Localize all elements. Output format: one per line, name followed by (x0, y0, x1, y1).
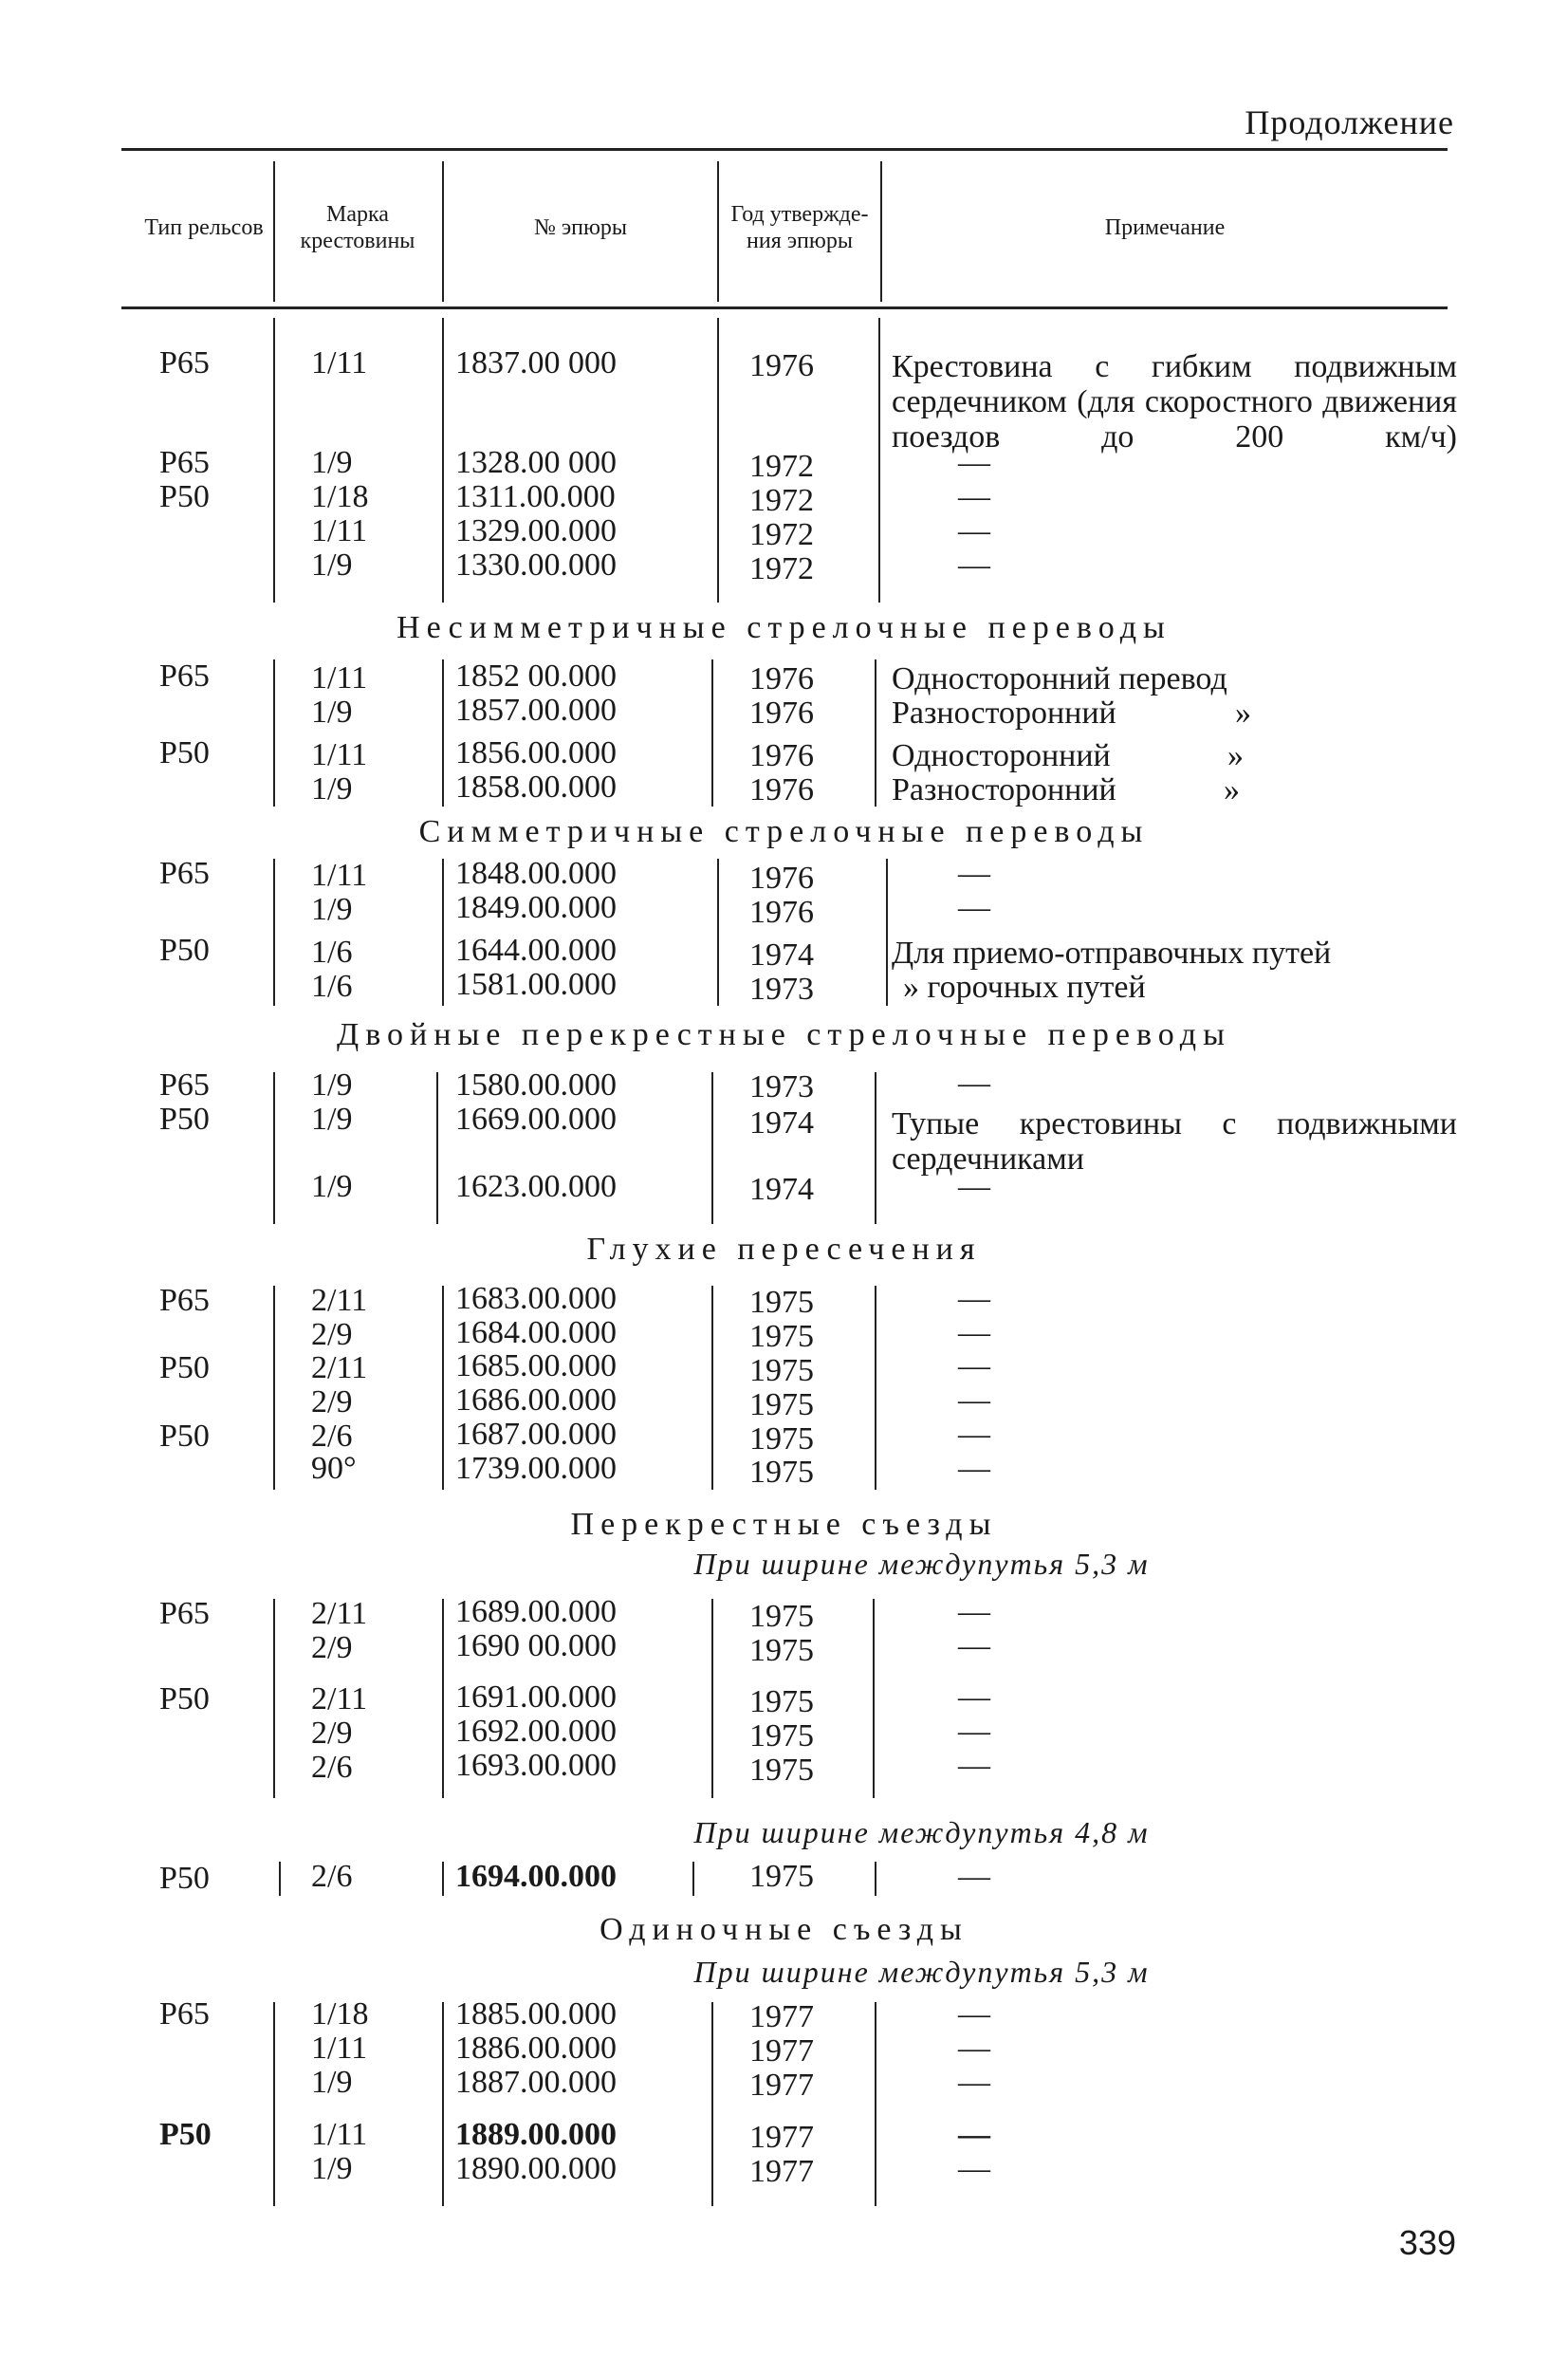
column-divider (442, 1286, 444, 1490)
frog-mark: 2/6 (311, 1419, 353, 1454)
diagram-number: 1329.00.000 (455, 513, 617, 548)
approval-year: 1975 (749, 1599, 814, 1634)
note-dash: — (958, 2031, 990, 2066)
header-frog-mark: Марка крестовины (300, 202, 415, 253)
approval-year: 1973 (749, 1069, 814, 1104)
header-divider (442, 161, 444, 302)
approval-year: 1977 (749, 2033, 814, 2069)
diagram-number: 1848.00.000 (455, 856, 617, 891)
rail-type: Р50 (159, 1350, 210, 1385)
column-divider (875, 2002, 876, 2206)
column-divider (711, 2002, 713, 2206)
frog-mark: 1/9 (311, 1169, 353, 1204)
note-dash: — (958, 2065, 990, 2100)
section-title: Глухие пересечения (586, 1232, 982, 1267)
column-divider (273, 659, 275, 807)
diagram-number: 1691.00.000 (455, 1679, 617, 1715)
note-dash: — (958, 1451, 990, 1486)
frog-mark: 2/11 (311, 1283, 368, 1318)
approval-year: 1975 (749, 1633, 814, 1668)
approval-year: 1975 (749, 1718, 814, 1753)
frog-mark: 2/11 (311, 1681, 368, 1716)
column-divider (717, 859, 719, 1006)
rail-type: Р65 (159, 1996, 210, 2032)
approval-year: 1975 (749, 1753, 814, 1788)
frog-mark: 90° (311, 1451, 357, 1486)
frog-mark: 1/6 (311, 969, 353, 1004)
diagram-number: 1685.00.000 (455, 1348, 617, 1383)
frog-mark: 1/18 (311, 479, 369, 514)
rail-type: Р50 (159, 1102, 210, 1137)
ditto-mark: » (1227, 738, 1244, 773)
frog-mark: 1/6 (311, 935, 353, 970)
diagram-number: 1890.00.000 (455, 2151, 617, 2186)
diagram-number: 1687.00.000 (455, 1417, 617, 1452)
section-title: Двойные перекрестные стрелочные переводы (337, 1017, 1231, 1052)
table-header-rule (121, 306, 1448, 309)
diagram-number: 1683.00.000 (455, 1281, 617, 1316)
approval-year: 1974 (749, 937, 814, 973)
column-divider (442, 859, 444, 1006)
column-divider (442, 1862, 444, 1896)
note-dash: — (958, 1382, 990, 1418)
note-text: » горочных путей (903, 970, 1146, 1005)
column-divider (442, 318, 444, 603)
rail-type: Р50 (159, 479, 210, 514)
column-divider (711, 1286, 713, 1490)
note-dash: — (958, 479, 990, 514)
approval-year: 1975 (749, 1421, 814, 1457)
column-divider (692, 1862, 694, 1896)
diagram-number: 1885.00.000 (455, 1996, 617, 2032)
note-dash: — (958, 2151, 990, 2186)
section-subtitle: При ширине междупутья 5,3 м (693, 1955, 1150, 1989)
column-divider (273, 859, 275, 1006)
column-divider (442, 659, 444, 807)
diagram-number: 1852 00.000 (455, 659, 617, 694)
diagram-number: 1887.00.000 (455, 2065, 617, 2100)
note-dash: — (958, 1315, 990, 1350)
approval-year: 1975 (749, 1684, 814, 1719)
table-top-rule (121, 148, 1448, 151)
column-divider (873, 1599, 875, 1798)
header-diagram-number: № эпюры (533, 215, 628, 240)
diagram-number: 1690 00.000 (455, 1628, 617, 1663)
frog-mark: 2/6 (311, 1750, 353, 1785)
note-text: Односторонний (892, 738, 1111, 773)
note-dash: — (958, 1714, 990, 1749)
note-dash: — (958, 445, 990, 480)
frog-mark: 1/11 (311, 858, 368, 893)
column-divider (711, 1072, 713, 1224)
section-subtitle: При ширине междупутья 4,8 м (693, 1815, 1150, 1849)
frog-mark: 2/9 (311, 1384, 353, 1419)
rail-type: Р50 (159, 1861, 210, 1896)
note-dash: — (958, 1417, 990, 1452)
note-dash: — (958, 1748, 990, 1783)
frog-mark: 1/11 (311, 660, 368, 696)
rail-type: Р65 (159, 345, 210, 380)
note-dash: — (958, 1066, 990, 1101)
diagram-number: 1739.00.000 (455, 1451, 617, 1486)
approval-year: 1972 (749, 483, 814, 518)
frog-mark: 1/18 (311, 1996, 369, 2032)
column-divider (875, 1072, 876, 1224)
note-dash: — (958, 890, 990, 925)
section-title: Симметричные стрелочные переводы (418, 814, 1150, 849)
diagram-number: 1692.00.000 (455, 1714, 617, 1749)
note-dash: — (958, 856, 990, 891)
frog-mark: 2/11 (311, 1596, 368, 1631)
approval-year: 1976 (749, 661, 814, 696)
column-divider (878, 318, 880, 603)
header-rail-type: Тип рельсов (144, 215, 264, 240)
section-subtitle: При ширине междупутья 5,3 м (693, 1547, 1150, 1581)
column-divider (273, 318, 275, 603)
diagram-number: 1858.00.000 (455, 770, 617, 805)
frog-mark: 1/9 (311, 695, 353, 730)
diagram-number: 1693.00.000 (455, 1748, 617, 1783)
header-approval-year: Год утвержде- ния эпюры (730, 202, 869, 253)
note-dash: — (958, 1281, 990, 1316)
diagram-number: 1644.00.000 (455, 933, 617, 968)
approval-year: 1977 (749, 2120, 814, 2155)
approval-year: 1976 (749, 738, 814, 773)
note-dash: — (958, 547, 990, 583)
note-dash: — (958, 1859, 990, 1894)
diagram-number: 1849.00.000 (455, 890, 617, 925)
approval-year: 1972 (749, 551, 814, 586)
frog-mark: 1/9 (311, 892, 353, 927)
rail-type: Р50 (159, 1419, 210, 1454)
frog-mark: 2/6 (311, 1859, 353, 1894)
rail-type: Р65 (159, 1283, 210, 1318)
diagram-number: 1689.00.000 (455, 1594, 617, 1629)
diagram-number: 1580.00.000 (455, 1067, 617, 1103)
approval-year: 1977 (749, 2068, 814, 2103)
approval-year: 1972 (749, 517, 814, 552)
diagram-number: 1669.00.000 (455, 1102, 617, 1137)
rail-type: Р65 (159, 856, 210, 891)
column-divider (273, 1072, 275, 1224)
frog-mark: 1/9 (311, 771, 353, 807)
diagram-number: 1311.00.000 (455, 479, 616, 514)
approval-year: 1976 (749, 861, 814, 896)
section-title: Одиночные съезды (600, 1912, 968, 1947)
column-divider (875, 659, 876, 807)
frog-mark: 1/9 (311, 2065, 353, 2100)
diagram-number: 1686.00.000 (455, 1382, 617, 1418)
note-text: Разносторонний (892, 696, 1116, 731)
column-divider (717, 318, 719, 603)
column-divider (442, 2002, 444, 2206)
frog-mark: 1/9 (311, 2151, 353, 2186)
note-dash: — (958, 1348, 990, 1383)
diagram-number: 1886.00.000 (455, 2031, 617, 2066)
diagram-number: 1837.00 000 (455, 345, 617, 380)
approval-year: 1977 (749, 2154, 814, 2189)
column-divider (711, 1599, 713, 1798)
column-divider (273, 2002, 275, 2206)
approval-year: 1975 (749, 1859, 814, 1894)
frog-mark: 1/11 (311, 737, 368, 772)
approval-year: 1973 (749, 972, 814, 1007)
approval-year: 1975 (749, 1387, 814, 1422)
approval-year: 1976 (749, 895, 814, 930)
diagram-number: 1889.00.000 (455, 2117, 617, 2152)
approval-year: 1972 (749, 449, 814, 484)
note-dash: — (958, 1679, 990, 1715)
column-divider (875, 1862, 876, 1896)
frog-mark: 2/9 (311, 1630, 353, 1665)
approval-year: 1975 (749, 1455, 814, 1490)
rail-type: Р50 (159, 1681, 210, 1716)
note-text: Разносторонний (892, 772, 1116, 807)
rail-type: Р65 (159, 445, 210, 480)
note-dash: — (958, 1169, 990, 1204)
frog-mark: 2/9 (311, 1716, 353, 1751)
column-divider (279, 1862, 281, 1896)
header-divider (273, 161, 275, 302)
column-divider (442, 1599, 444, 1798)
column-divider (273, 1286, 275, 1490)
note-text: Тупые крестовины с подвижными сердечниками (892, 1106, 1457, 1177)
frog-mark: 1/9 (311, 547, 353, 583)
approval-year: 1974 (749, 1105, 814, 1141)
note-text: Для приемо-отправочных путей (892, 936, 1332, 971)
approval-year: 1976 (749, 348, 814, 383)
frog-mark: 1/9 (311, 1102, 353, 1137)
diagram-number: 1328.00 000 (455, 445, 617, 480)
header-divider (717, 161, 719, 302)
note-text: Односторонний перевод (892, 661, 1227, 696)
approval-year: 1975 (749, 1319, 814, 1354)
frog-mark: 1/11 (311, 2031, 368, 2066)
note-dash: — (958, 1594, 990, 1629)
frog-mark: 2/11 (311, 1350, 368, 1385)
rail-type: Р65 (159, 1067, 210, 1103)
approval-year: 1977 (749, 1999, 814, 2034)
diagram-number: 1856.00.000 (455, 735, 617, 770)
note-text: Крестовина с гибким подвижным сердечником (для скоростного движения поездов до 200 км/ч) (892, 349, 1457, 455)
note-dash: — (958, 1996, 990, 2032)
frog-mark: 1/11 (311, 2117, 368, 2152)
rail-type: Р50 (159, 933, 210, 968)
header-note: Примечание (1104, 215, 1226, 240)
rail-type: Р50 (159, 735, 210, 770)
diagram-number: 1857.00.000 (455, 693, 617, 728)
frog-mark: 1/9 (311, 1067, 353, 1103)
frog-mark: 1/9 (311, 445, 353, 480)
page-number: 339 (1398, 2223, 1456, 2262)
frog-mark: 1/11 (311, 513, 368, 548)
rail-type: Р65 (159, 1596, 210, 1631)
note-dash: — (958, 2117, 990, 2152)
diagram-number: 1694.00.000 (455, 1859, 617, 1894)
frog-mark: 1/11 (311, 345, 368, 380)
continuation-label: Продолжение (1245, 103, 1454, 141)
rail-type: Р65 (159, 659, 210, 694)
diagram-number: 1581.00.000 (455, 967, 617, 1002)
header-divider (880, 161, 882, 302)
approval-year: 1976 (749, 772, 814, 807)
rail-type: Р50 (159, 2117, 212, 2152)
approval-year: 1975 (749, 1285, 814, 1320)
ditto-mark: » (1235, 696, 1251, 731)
column-divider (436, 1072, 438, 1224)
frog-mark: 2/9 (311, 1317, 353, 1352)
section-title: Несимметричные стрелочные переводы (397, 610, 1171, 645)
approval-year: 1975 (749, 1353, 814, 1388)
diagram-number: 1330.00.000 (455, 547, 617, 583)
approval-year: 1976 (749, 696, 814, 731)
column-divider (273, 1599, 275, 1798)
note-dash: — (958, 1628, 990, 1663)
note-dash: — (958, 513, 990, 548)
column-divider (886, 859, 888, 1006)
diagram-number: 1623.00.000 (455, 1169, 617, 1204)
column-divider (711, 659, 713, 807)
diagram-number: 1684.00.000 (455, 1315, 617, 1350)
section-title: Перекрестные съезды (570, 1507, 998, 1542)
approval-year: 1974 (749, 1172, 814, 1207)
ditto-mark: » (1224, 772, 1240, 807)
column-divider (875, 1286, 876, 1490)
